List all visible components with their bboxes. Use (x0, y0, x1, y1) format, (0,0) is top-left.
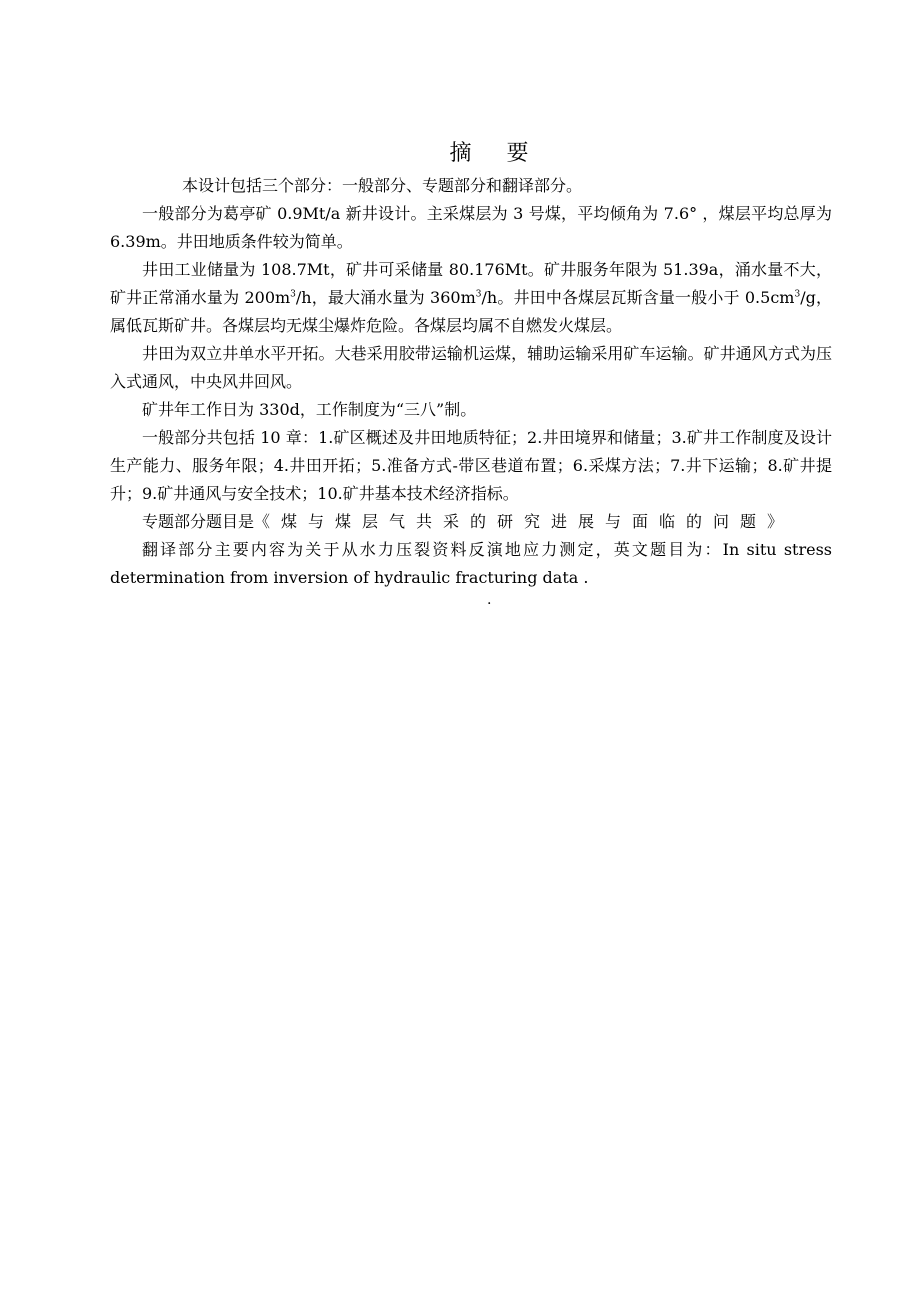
paragraph-chapters: 一般部分共包括 10 章：1.矿区概述及井田地质特征；2.井田境界和储量；3.矿井工作制度及设计生产能力、服务年限；4.井田开拓；5.准备方式-带区巷道布置；6.采煤方法；7.井下运输；8.矿井提升；9.矿井通风与安全技术；10.矿井基本技术经济指标。 (110, 428, 832, 503)
special-topic-label: 专题部分题目是 (142, 512, 255, 531)
reserves-text-b: /h，最大涌水量为 360m (295, 288, 476, 307)
paragraph-special-topic (110, 508, 832, 536)
paragraph-overview: 本设计包括三个部分：一般部分、专题部分和翻译部分。 (182, 176, 583, 195)
reserves-text-a: 井田工业储量为 108.7Mt，矿井可采储量 80.176Mt。矿井服务年限为 51.39a，涌水量不大，矿井正常涌水量为 200m (110, 260, 832, 307)
paragraph-general-design: 一般部分为葛亭矿 0.9Mt/a 新井设计。主采煤层为 3 号煤，平均倾角为 7.6° ，煤层平均总厚为 6.39m。井田地质条件较为简单。 (110, 204, 832, 251)
paragraph-work-schedule: 矿井年工作日为 330d，工作制度为“三八”制。 (142, 400, 477, 419)
trailing-mark: . (487, 592, 492, 608)
superscript-3: 3 (290, 289, 296, 300)
paragraph-translation: 翻译部分主要内容为关于从水力压裂资料反演地应力测定，英文题目为：In situ stress determination from inversion of hydraulic fracturing data . (110, 540, 832, 587)
reserves-text-c: /h。井田中各煤层瓦斯含量一般小于 0.5cm (481, 288, 795, 307)
paragraph-reserves (110, 256, 832, 340)
abstract-body (110, 172, 832, 592)
special-topic-title: 《煤与煤层气共采的研究进展与面临的问题》 (254, 512, 795, 531)
paragraph-development: 井田为双立井单水平开拓。大巷采用胶带运输机运煤，辅助运输采用矿车运输。矿井通风方式为压入式通风，中央风井回风。 (110, 344, 832, 391)
reserves-text-d: /g，属低瓦斯矿井。各煤层均无煤尘爆炸危险。各煤层均属不自燃发火煤层。 (110, 288, 832, 335)
superscript-3: 3 (475, 289, 482, 300)
abstract-title: 摘 要 (449, 141, 543, 166)
superscript-3: 3 (794, 289, 801, 300)
